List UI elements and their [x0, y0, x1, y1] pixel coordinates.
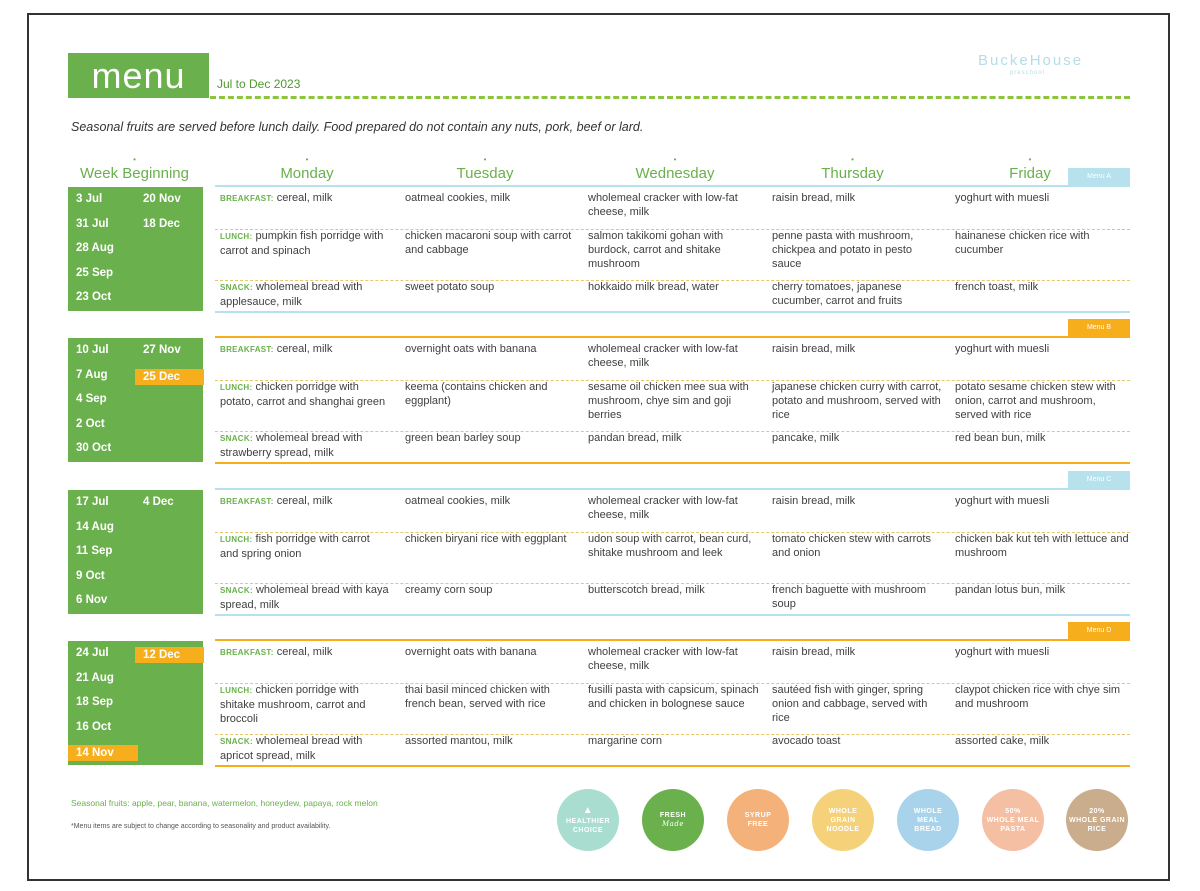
breakfast-item: overnight oats with banana: [405, 646, 537, 658]
snack-item: pandan lotus bun, milk: [955, 584, 1066, 596]
breakfast-item: yoghurt with muesli: [955, 495, 1050, 507]
food-notice: Seasonal fruits are served before lunch daily. Food prepared do not contain any nuts, pork, beef or lard.: [71, 120, 644, 134]
lunch-cell: [955, 380, 1130, 422]
snack-row: [215, 734, 1130, 764]
snack-item: assorted mantou, milk: [405, 735, 513, 747]
header-dot-icon: •: [305, 155, 309, 164]
snack-item: french toast, milk: [955, 281, 1039, 293]
seasonal-fruits: Seasonal fruits: apple, pear, banana, watermelon, honeydew, papaya, rock melon: [71, 798, 378, 808]
snack-item: red bean bun, milk: [955, 432, 1046, 444]
lunch-item: udon soup with carrot, bean curd, shitake mushroom and leek: [588, 533, 752, 559]
lunch-item: chicken porridge with shitake mushroom, carrot and broccoli: [220, 684, 366, 725]
week-date: 16 Oct: [76, 720, 112, 733]
column-header-thursday: [790, 157, 915, 182]
menu-block: [68, 627, 1130, 766]
breakfast-cell: [220, 494, 390, 509]
snack-label: SNACK:: [220, 283, 253, 292]
week-dates-panel: [68, 641, 203, 765]
lunch-cell: [405, 683, 577, 711]
week-date: 31 Jul: [76, 217, 109, 230]
column-header-label: Thursday: [821, 165, 884, 182]
lunch-cell: [220, 532, 390, 561]
breakfast-cell: [772, 191, 942, 205]
badge-text: MEAL: [917, 816, 939, 824]
badge-text: 20%: [1089, 807, 1105, 815]
lunch-cell: [772, 380, 942, 422]
week-date: 11 Sep: [76, 545, 113, 557]
breakfast-cell: [405, 645, 577, 659]
lunch-cell: [955, 229, 1130, 257]
week-date: 17 Jul: [76, 496, 109, 508]
lunch-item: penne pasta with mushroom, chickpea and potato in pesto sauce: [772, 230, 914, 270]
badge-text: NOODLE: [826, 825, 860, 833]
week-dates-panel: [68, 338, 203, 462]
breakfast-cell: [220, 645, 390, 660]
column-header-label: Tuesday: [456, 165, 514, 182]
breakfast-item: oatmeal cookies, milk: [405, 192, 511, 204]
lunch-row: [215, 229, 1130, 281]
snack-item: french baguette with mushroom soup: [772, 584, 927, 610]
meal-rows: [215, 338, 1130, 462]
tree-icon: ▲: [582, 804, 594, 816]
breakfast-item: wholemeal cracker with low-fat cheese, milk: [588, 343, 738, 369]
breakfast-cell: [405, 494, 577, 508]
breakfast-cell: [220, 342, 390, 357]
breakfast-cell: [588, 645, 763, 673]
breakfast-item: cereal, milk: [276, 495, 333, 507]
week-date: 10 Jul: [76, 344, 109, 356]
snack-cell: [772, 734, 942, 748]
menu-tag: Menu D: [1068, 622, 1130, 639]
breakfast-item: wholemeal cracker with low-fat cheese, milk: [588, 495, 738, 521]
week-date: 4 Sep: [76, 393, 107, 405]
week-date: 25 Dec: [135, 369, 204, 385]
snack-cell: [220, 734, 390, 763]
breakfast-row: [215, 645, 1130, 684]
column-header-week-label: Week Beginning: [80, 165, 189, 182]
lunch-item: sautéed fish with ginger, spring onion and cabbage, served with rice: [772, 684, 928, 724]
menu-tag: Menu A: [1068, 168, 1130, 185]
menu-bottom-divider: [215, 614, 1130, 616]
lunch-cell: [405, 380, 577, 408]
week-date: 12 Dec: [135, 647, 204, 663]
week-date: 3 Jul: [76, 193, 103, 205]
brand-logo: BuckeHouse: [978, 52, 1084, 69]
lunch-item: salmon takikomi gohan with burdock, carrot and shitake mushroom: [588, 230, 724, 270]
snack-cell: [220, 431, 390, 460]
breakfast-cell: [588, 191, 763, 219]
breakfast-cell: [955, 191, 1130, 205]
snack-cell: [405, 583, 577, 597]
lunch-item: chicken macaroni soup with carrot and cabbage: [405, 230, 572, 256]
lunch-item: chicken porridge with potato, carrot and shanghai green: [220, 381, 386, 408]
lunch-item: fish porridge with carrot and spring onion: [220, 533, 370, 560]
lunch-item: potato sesame chicken stew with onion, carrot and mushroom, served with rice: [955, 381, 1116, 421]
dietary-badge: [982, 789, 1044, 851]
lunch-cell: [588, 229, 763, 271]
lunch-label: LUNCH:: [220, 232, 253, 241]
snack-item: cherry tomatoes, japanese cucumber, carrot and fruits: [772, 281, 903, 307]
snack-item: wholemeal bread with apricot spread, milk: [220, 735, 363, 762]
snack-item: margarine corn: [588, 735, 662, 747]
menu-bottom-divider: [215, 462, 1130, 464]
badge-text: 50%: [1005, 807, 1021, 815]
lunch-item: chicken bak kut teh with lettuce and mushroom: [955, 533, 1129, 559]
week-date: 25 Sep: [76, 266, 114, 279]
snack-row: [215, 280, 1130, 310]
breakfast-label: BREAKFAST:: [220, 345, 274, 354]
week-dates-panel: [68, 187, 203, 311]
snack-cell: [588, 280, 763, 294]
badge-text: SYRUP: [744, 812, 772, 819]
badge-text: PASTA: [1000, 825, 1026, 833]
badge-text: GRAIN: [830, 816, 856, 824]
column-header-label: Wednesday: [635, 165, 715, 182]
breakfast-item: cereal, milk: [276, 343, 333, 355]
column-header-wednesday: [610, 157, 740, 182]
badge-text: BREAD: [914, 825, 942, 833]
lunch-item: claypot chicken rice with chye sim and mushroom: [955, 684, 1121, 710]
snack-label: SNACK:: [220, 586, 253, 595]
snack-label: SNACK:: [220, 737, 253, 746]
meal-rows: [215, 490, 1130, 614]
snack-cell: [588, 431, 763, 445]
snack-cell: [772, 583, 942, 611]
snack-cell: [955, 734, 1130, 748]
lunch-cell: [955, 683, 1130, 711]
snack-item: wholemeal bread with kaya spread, milk: [220, 584, 389, 611]
snack-cell: [955, 583, 1130, 597]
snack-label: SNACK:: [220, 434, 253, 443]
column-header-label: Monday: [280, 165, 334, 182]
breakfast-item: yoghurt with muesli: [955, 646, 1050, 658]
dietary-badge: [557, 789, 619, 851]
lunch-row: [215, 380, 1130, 432]
lunch-item: pumpkin fish porridge with carrot and spinach: [220, 230, 384, 257]
lunch-row: [215, 532, 1130, 584]
week-date: 14 Aug: [76, 520, 114, 533]
breakfast-label: BREAKFAST:: [220, 497, 274, 506]
dietary-badge: [812, 789, 874, 851]
snack-cell: [955, 431, 1130, 445]
breakfast-cell: [772, 645, 942, 659]
lunch-cell: [588, 380, 763, 422]
breakfast-item: overnight oats with banana: [405, 343, 537, 355]
breakfast-item: oatmeal cookies, milk: [405, 495, 511, 507]
lunch-cell: [588, 532, 763, 560]
dietary-badge: [642, 789, 704, 851]
snack-item: pandan bread, milk: [588, 432, 682, 444]
week-date: 4 Dec: [143, 496, 174, 508]
week-date: 18 Sep: [76, 696, 114, 708]
breakfast-item: raisin bread, milk: [772, 646, 856, 658]
breakfast-cell: [588, 494, 763, 522]
snack-item: green bean barley soup: [405, 432, 521, 444]
week-date: 21 Aug: [76, 671, 114, 684]
snack-item: wholemeal bread with strawberry spread, milk: [220, 432, 363, 459]
week-date: 7 Aug: [76, 368, 108, 381]
lunch-cell: [588, 683, 763, 711]
breakfast-row: [215, 494, 1130, 533]
breakfast-item: raisin bread, milk: [772, 343, 856, 355]
week-date: 30 Oct: [76, 442, 112, 454]
meal-rows: [215, 187, 1130, 311]
meal-rows: [215, 641, 1130, 765]
badge-text: WHOLE: [913, 807, 943, 815]
badge-text: FRESH: [659, 812, 687, 819]
breakfast-label: BREAKFAST:: [220, 194, 274, 203]
snack-item: assorted cake, milk: [955, 735, 1050, 747]
menu-block: [68, 324, 1130, 463]
week-date: 24 Jul: [76, 647, 109, 659]
menu-block: [68, 476, 1130, 615]
snack-cell: [405, 280, 577, 294]
header-dot-icon: •: [483, 155, 487, 164]
snack-cell: [772, 280, 942, 308]
dietary-badge: [727, 789, 789, 851]
lunch-cell: [220, 229, 390, 258]
snack-item: sweet potato soup: [405, 281, 495, 293]
column-header-monday: [247, 157, 367, 182]
dietary-badge: [897, 789, 959, 851]
snack-cell: [220, 280, 390, 309]
lunch-item: hainanese chicken rice with cucumber: [955, 230, 1090, 256]
breakfast-cell: [955, 342, 1130, 356]
lunch-label: LUNCH:: [220, 383, 253, 392]
snack-row: [215, 583, 1130, 613]
breakfast-cell: [955, 494, 1130, 508]
lunch-label: LUNCH:: [220, 535, 253, 544]
lunch-cell: [220, 683, 390, 726]
snack-cell: [220, 583, 390, 612]
lunch-label: LUNCH:: [220, 686, 253, 695]
lunch-cell: [772, 532, 942, 560]
lunch-item: tomato chicken stew with carrots and onion: [772, 533, 931, 559]
week-date: 6 Nov: [76, 594, 108, 606]
header-dot-icon: •: [673, 155, 677, 164]
breakfast-item: raisin bread, milk: [772, 192, 856, 204]
snack-cell: [588, 583, 763, 597]
header-dot-icon: •: [133, 155, 136, 164]
lunch-item: japanese chicken curry with carrot, potato and mushroom, served with rice: [772, 381, 942, 421]
lunch-cell: [772, 229, 942, 271]
badge-text: HEALTHIER: [565, 817, 611, 825]
lunch-cell: [405, 532, 577, 546]
lunch-cell: [955, 532, 1130, 560]
disclaimer: *Menu items are subject to change according to seasonality and product availability.: [71, 823, 331, 830]
breakfast-item: cereal, milk: [276, 646, 333, 658]
week-date: 23 Oct: [76, 291, 112, 303]
column-header-week: [72, 157, 197, 182]
breakfast-row: [215, 191, 1130, 230]
lunch-cell: [220, 380, 390, 409]
lunch-item: sesame oil chicken mee sua with mushroom, chye sim and goji berries: [588, 381, 749, 421]
week-date: 9 Oct: [76, 569, 105, 582]
lunch-item: chicken biryani rice with eggplant: [405, 533, 567, 545]
badge-text: WHOLE: [828, 807, 858, 815]
snack-item: hokkaido milk bread, water: [588, 281, 719, 293]
breakfast-row: [215, 342, 1130, 381]
breakfast-cell: [955, 645, 1130, 659]
lunch-item: thai basil minced chicken with french bean, served with rice: [405, 684, 550, 710]
badge-text: WHOLE MEAL: [986, 816, 1040, 824]
lunch-cell: [772, 683, 942, 725]
snack-item: wholemeal bread with applesauce, milk: [220, 281, 363, 308]
week-date: 27 Nov: [143, 344, 181, 356]
week-dates-panel: [68, 490, 203, 614]
lunch-item: keema (contains chicken and eggplant): [405, 381, 548, 407]
lunch-row: [215, 683, 1130, 735]
week-date: 28 Aug: [76, 242, 114, 254]
snack-cell: [588, 734, 763, 748]
breakfast-cell: [772, 494, 942, 508]
lunch-item: fusilli pasta with capsicum, spinach and chicken in bolognese sauce: [588, 684, 759, 710]
week-date: 20 Nov: [143, 193, 181, 205]
column-header-tuesday: [425, 157, 545, 182]
dietary-badge: [1066, 789, 1128, 851]
breakfast-item: wholemeal cracker with low-fat cheese, milk: [588, 646, 738, 672]
snack-cell: [405, 431, 577, 445]
badge-text: RICE: [1087, 825, 1107, 833]
lunch-cell: [405, 229, 577, 257]
snack-cell: [405, 734, 577, 748]
breakfast-cell: [772, 342, 942, 356]
snack-item: avocado toast: [772, 735, 841, 747]
badge-text: Made: [662, 820, 684, 828]
breakfast-item: yoghurt with muesli: [955, 343, 1050, 355]
snack-cell: [955, 280, 1130, 294]
menu-bottom-divider: [215, 311, 1130, 313]
week-date: 2 Oct: [76, 417, 105, 430]
snack-item: butterscotch bread, milk: [588, 584, 705, 596]
header-divider: [210, 96, 1130, 99]
menu-tag: Menu B: [1068, 319, 1130, 336]
page-title: menu: [68, 53, 209, 98]
breakfast-cell: [405, 342, 577, 356]
snack-item: creamy corn soup: [405, 584, 493, 596]
breakfast-label: BREAKFAST:: [220, 648, 274, 657]
header-dot-icon: •: [1028, 155, 1032, 164]
badge-text: CHOICE: [572, 826, 604, 834]
header-dot-icon: •: [851, 155, 854, 164]
column-header-label: Friday: [1009, 165, 1051, 182]
breakfast-item: raisin bread, milk: [772, 495, 856, 507]
snack-item: pancake, milk: [772, 432, 840, 444]
badge-text: FREE: [747, 821, 769, 828]
breakfast-cell: [588, 342, 763, 370]
breakfast-item: wholemeal cracker with low-fat cheese, milk: [588, 192, 738, 218]
menu-tag: Menu C: [1068, 471, 1130, 488]
brand-logo-subtitle: preschool: [1010, 70, 1046, 76]
snack-cell: [772, 431, 942, 445]
badge-text: WHOLE GRAIN: [1068, 816, 1126, 824]
snack-row: [215, 431, 1130, 461]
breakfast-item: yoghurt with muesli: [955, 192, 1050, 204]
week-date: 18 Dec: [143, 217, 181, 230]
breakfast-cell: [220, 191, 390, 206]
menu-period: Jul to Dec 2023: [217, 77, 301, 91]
breakfast-item: cereal, milk: [276, 192, 333, 204]
week-date: 14 Nov: [68, 745, 138, 761]
breakfast-cell: [405, 191, 577, 205]
menu-bottom-divider: [215, 765, 1130, 767]
